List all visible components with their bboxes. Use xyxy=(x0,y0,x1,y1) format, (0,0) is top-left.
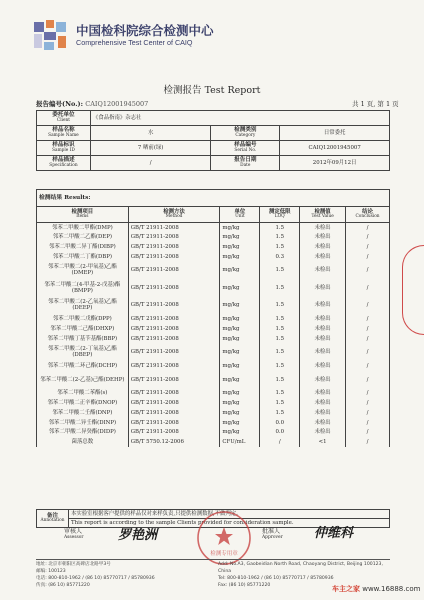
org-name-cn: 中国检科院综合检测中心 xyxy=(76,23,214,38)
result-unit: mg/kg xyxy=(220,279,260,297)
result-unit: mg/kg xyxy=(220,324,260,334)
category-label: 检测类别 Category xyxy=(211,126,280,141)
result-loq: 1.5 xyxy=(260,398,300,408)
result-method: GB/T 21911-2008 xyxy=(128,262,220,280)
result-unit: mg/kg xyxy=(220,361,260,371)
remark-text-en: This report is according to the sample Clients provided for consideration sample. xyxy=(69,519,390,528)
col-header-value: 检测值 Test Value xyxy=(300,207,346,223)
result-loq: 1.5 xyxy=(260,314,300,324)
table-row xyxy=(37,334,390,344)
result-loq: 0.0 xyxy=(260,428,300,438)
result-item: 邻苯二甲酸二异癸酯(DIDP) xyxy=(37,428,129,438)
table-row xyxy=(37,279,390,297)
result-value: 未检出 xyxy=(300,344,346,362)
footer-zip: 邮编: 100123 xyxy=(36,568,66,574)
result-method: GB/T 21911-2008 xyxy=(128,314,220,324)
sample-id-value: 7 晒前(绿) xyxy=(90,141,211,156)
watermark-left: 车主之家 xyxy=(332,585,360,593)
result-loq: 1.5 xyxy=(260,334,300,344)
result-unit: mg/kg xyxy=(220,314,260,324)
result-method: GB/T 21911-2008 xyxy=(128,279,220,297)
page-count: 共 1 页, 第 1 页 xyxy=(352,100,399,108)
result-method: GB/T 21911-2008 xyxy=(128,324,220,334)
footer-left xyxy=(36,562,155,590)
result-conclusion: / xyxy=(346,223,390,233)
result-item: 邻苯二甲酸二(2-乙氧基)乙酯(DEEP) xyxy=(37,297,129,315)
table-row xyxy=(37,371,390,389)
result-conclusion: / xyxy=(346,361,390,371)
spec-value: / xyxy=(90,156,211,171)
result-unit: mg/kg xyxy=(220,242,260,252)
result-conclusion: / xyxy=(346,242,390,252)
table-row xyxy=(37,398,390,408)
result-loq: 0.0 xyxy=(260,418,300,428)
table-row xyxy=(37,262,390,280)
result-value: 未检出 xyxy=(300,428,346,438)
approver-signature: 仲维科 xyxy=(314,526,354,541)
table-row xyxy=(37,297,390,315)
result-unit: mg/kg xyxy=(220,223,260,233)
result-conclusion: / xyxy=(346,279,390,297)
result-loq: 1.5 xyxy=(260,388,300,398)
result-item: 邻苯二甲酸二(2-丁氧基)乙酯(DBEP) xyxy=(37,344,129,362)
result-loq: 1.5 xyxy=(260,324,300,334)
result-item: 邻苯二甲酸二异壬酯(DINP) xyxy=(37,418,129,428)
result-item: 菌落总数 xyxy=(37,437,129,447)
approver-label: 批准人 Approver xyxy=(262,528,283,540)
result-value: 未检出 xyxy=(300,232,346,242)
client-label: 委托单位 Client xyxy=(37,111,91,126)
table-row xyxy=(37,242,390,252)
result-conclusion: / xyxy=(346,408,390,418)
footer-divider xyxy=(36,559,390,560)
result-loq: 1.5 xyxy=(260,262,300,280)
result-loq: 1.5 xyxy=(260,371,300,389)
result-item: 邻苯二甲酸二戊酯(DPP) xyxy=(37,314,129,324)
result-loq: 1.5 xyxy=(260,232,300,242)
results-table xyxy=(36,189,390,447)
result-loq: 1.5 xyxy=(260,242,300,252)
result-unit: mg/kg xyxy=(220,232,260,242)
report-title: 检测报告 Test Report xyxy=(163,85,261,96)
sample-name-label: 样品名称 Sample Name xyxy=(37,126,91,141)
result-conclusion: / xyxy=(346,418,390,428)
serial-label: 样品编号 Serial No. xyxy=(211,141,280,156)
footer-address-en: Add: No.A3, Gaobeidian North Road, Chaoyang District, Beijing 100123, China xyxy=(218,562,383,574)
table-row xyxy=(37,418,390,428)
col-header-conclusion: 结论 Conclusion xyxy=(346,207,390,223)
inspection-seal-icon xyxy=(196,510,252,566)
result-unit: mg/kg xyxy=(220,297,260,315)
table-row xyxy=(37,388,390,398)
result-conclusion: / xyxy=(346,252,390,262)
result-value: 未检出 xyxy=(300,223,346,233)
result-unit: mg/kg xyxy=(220,334,260,344)
result-method: GB/T 21911-2008 xyxy=(128,361,220,371)
result-conclusion: / xyxy=(346,314,390,324)
seal-text: 检测专用章 xyxy=(210,551,238,557)
result-conclusion: / xyxy=(346,334,390,344)
result-value: 未检出 xyxy=(300,297,346,315)
result-unit: mg/kg xyxy=(220,252,260,262)
result-loq: 1.5 xyxy=(260,408,300,418)
result-value: 未检出 xyxy=(300,408,346,418)
sample-info-table xyxy=(36,110,390,171)
result-method: GB/T 21911-2008 xyxy=(128,344,220,362)
result-value: 未检出 xyxy=(300,361,346,371)
result-item: 邻苯二甲酸二己酯(DHXP) xyxy=(37,324,129,334)
result-conclusion: / xyxy=(346,428,390,438)
result-item: 邻苯二甲酸二乙酯(DEP) xyxy=(37,232,129,242)
results-body xyxy=(37,223,390,448)
result-loq: / xyxy=(260,437,300,447)
table-row xyxy=(37,314,390,324)
table-row xyxy=(37,408,390,418)
result-method: GB/T 5750.12-2006 xyxy=(128,437,220,447)
remark-text-cn: 本实验室根据客户提供的样品仅对来样负责,只提供检测数据,不做判定。 xyxy=(69,510,390,519)
result-conclusion: / xyxy=(346,344,390,362)
report-number-value: CAIQ12001945007 xyxy=(85,100,149,108)
result-unit: mg/kg xyxy=(220,418,260,428)
caiq-logo-icon xyxy=(34,20,68,50)
footer-address-cn: 地址: 北京市朝阳区高碑店北路甲3号 xyxy=(36,562,111,567)
result-conclusion: / xyxy=(346,388,390,398)
result-method: GB/T 21911-2008 xyxy=(128,252,220,262)
col-header-method: 检测方法 Method xyxy=(128,207,220,223)
footer-fax: 传真: (86 10) 85771220 xyxy=(36,582,90,588)
result-method: GB/T 21911-2008 xyxy=(128,388,220,398)
table-row xyxy=(37,223,390,233)
result-value: 未检出 xyxy=(300,334,346,344)
result-value: 未检出 xyxy=(300,242,346,252)
result-item: 邻苯二甲酸丁基苄基酯(BBP) xyxy=(37,334,129,344)
serial-value: CAIQ12001945007 xyxy=(280,141,390,156)
table-row xyxy=(37,437,390,447)
result-unit: mg/kg xyxy=(220,388,260,398)
sample-id-label: 样品标识 Sample ID xyxy=(37,141,91,156)
result-unit: mg/kg xyxy=(220,344,260,362)
result-method: GB/T 21911-2008 xyxy=(128,398,220,408)
result-method: GB/T 21911-2008 xyxy=(128,232,220,242)
result-method: GB/T 21911-2008 xyxy=(128,418,220,428)
result-conclusion: / xyxy=(346,398,390,408)
footer-tel-en: Tel: 800-810-1962 / (86 10) 85770717 / 85780936 xyxy=(218,575,334,581)
result-item: 邻苯二甲酸二甲酯(DMP) xyxy=(37,223,129,233)
result-conclusion: / xyxy=(346,437,390,447)
result-unit: CFU/mL xyxy=(220,437,260,447)
result-method: GB/T 21911-2008 xyxy=(128,428,220,438)
result-method: GB/T 21911-2008 xyxy=(128,223,220,233)
col-header-unit: 单位 Unit xyxy=(220,207,260,223)
spec-label: 样品描述 Specification xyxy=(37,156,91,171)
result-value: 未检出 xyxy=(300,324,346,334)
result-item: 邻苯二甲酸二壬酯(DNP) xyxy=(37,408,129,418)
result-item: 邻苯二甲酸二丁酯(DBP) xyxy=(37,252,129,262)
remark-label: 备注 Annotation xyxy=(37,510,69,528)
date-label: 报告日期 Date xyxy=(211,156,280,171)
org-name-en: Comprehensive Test Center of CAIQ xyxy=(76,38,193,47)
table-row xyxy=(37,324,390,334)
table-row xyxy=(37,361,390,371)
result-value: 未检出 xyxy=(300,371,346,389)
result-value: 未检出 xyxy=(300,388,346,398)
reviewer-signature: 罗艳洲 xyxy=(118,528,158,543)
results-title: 检测结果 Results: xyxy=(37,190,390,207)
client-value: 《食品指南》杂志社 xyxy=(90,111,389,126)
report-number xyxy=(36,99,148,108)
result-method: GB/T 21911-2008 xyxy=(128,371,220,389)
result-item: 邻苯二甲酸二(2-甲氧基)乙酯(DMEP) xyxy=(37,262,129,280)
result-item: 邻苯二甲酸二(2-乙基)己酯(DEHP) xyxy=(37,371,129,389)
reviewer-label: 审核人 Assessor xyxy=(64,528,84,540)
result-loq: 1.5 xyxy=(260,361,300,371)
result-conclusion: / xyxy=(346,324,390,334)
col-header-items: 检测项目 Items xyxy=(37,207,129,223)
result-loq: 1.5 xyxy=(260,297,300,315)
result-item: 邻苯二甲酸二苯酯(s) xyxy=(37,388,129,398)
result-unit: mg/kg xyxy=(220,262,260,280)
result-method: GB/T 21911-2008 xyxy=(128,408,220,418)
category-value: 日常委托 xyxy=(280,126,390,141)
result-value: 未检出 xyxy=(300,279,346,297)
result-conclusion: / xyxy=(346,297,390,315)
result-value: 未检出 xyxy=(300,252,346,262)
table-row xyxy=(37,232,390,242)
footer-tel: 电话: 800-810-1962 / (86 10) 85770717 / 85780936 xyxy=(36,575,155,581)
watermark xyxy=(332,584,420,594)
result-value: <1 xyxy=(300,437,346,447)
result-conclusion: / xyxy=(346,371,390,389)
result-loq: 1.5 xyxy=(260,344,300,362)
side-seal-icon xyxy=(402,245,424,335)
table-row xyxy=(37,344,390,362)
result-item: 邻苯二甲酸二正辛酯(DNOP) xyxy=(37,398,129,408)
result-value: 未检出 xyxy=(300,398,346,408)
result-unit: mg/kg xyxy=(220,371,260,389)
table-row xyxy=(37,252,390,262)
result-unit: mg/kg xyxy=(220,428,260,438)
date-value: 2012年09月12日 xyxy=(280,156,390,171)
result-conclusion: / xyxy=(346,262,390,280)
result-method: GB/T 21911-2008 xyxy=(128,334,220,344)
result-value: 未检出 xyxy=(300,418,346,428)
result-item: 邻苯二甲酸二(4-甲基-2-戊基)酯(BMPP) xyxy=(37,279,129,297)
result-loq: 1.5 xyxy=(260,223,300,233)
result-method: GB/T 21911-2008 xyxy=(128,242,220,252)
result-loq: 0.3 xyxy=(260,252,300,262)
footer-fax-en: Fax: (86 10) 85771220 xyxy=(218,582,271,588)
result-loq: 1.5 xyxy=(260,279,300,297)
watermark-right: www.16888.com xyxy=(362,585,421,593)
result-method: GB/T 21911-2008 xyxy=(128,297,220,315)
sample-name-value: 水 xyxy=(90,126,211,141)
result-conclusion: / xyxy=(346,232,390,242)
result-item: 邻苯二甲酸二环己酯(DCHP) xyxy=(37,361,129,371)
col-header-loq: 测定低限 LOQ xyxy=(260,207,300,223)
result-unit: mg/kg xyxy=(220,398,260,408)
result-unit: mg/kg xyxy=(220,408,260,418)
result-item: 邻苯二甲酸二异丁酯(DIBP) xyxy=(37,242,129,252)
table-row xyxy=(37,428,390,438)
report-number-label: 报告编号(No.): xyxy=(36,100,83,108)
result-value: 未检出 xyxy=(300,262,346,280)
result-value: 未检出 xyxy=(300,314,346,324)
